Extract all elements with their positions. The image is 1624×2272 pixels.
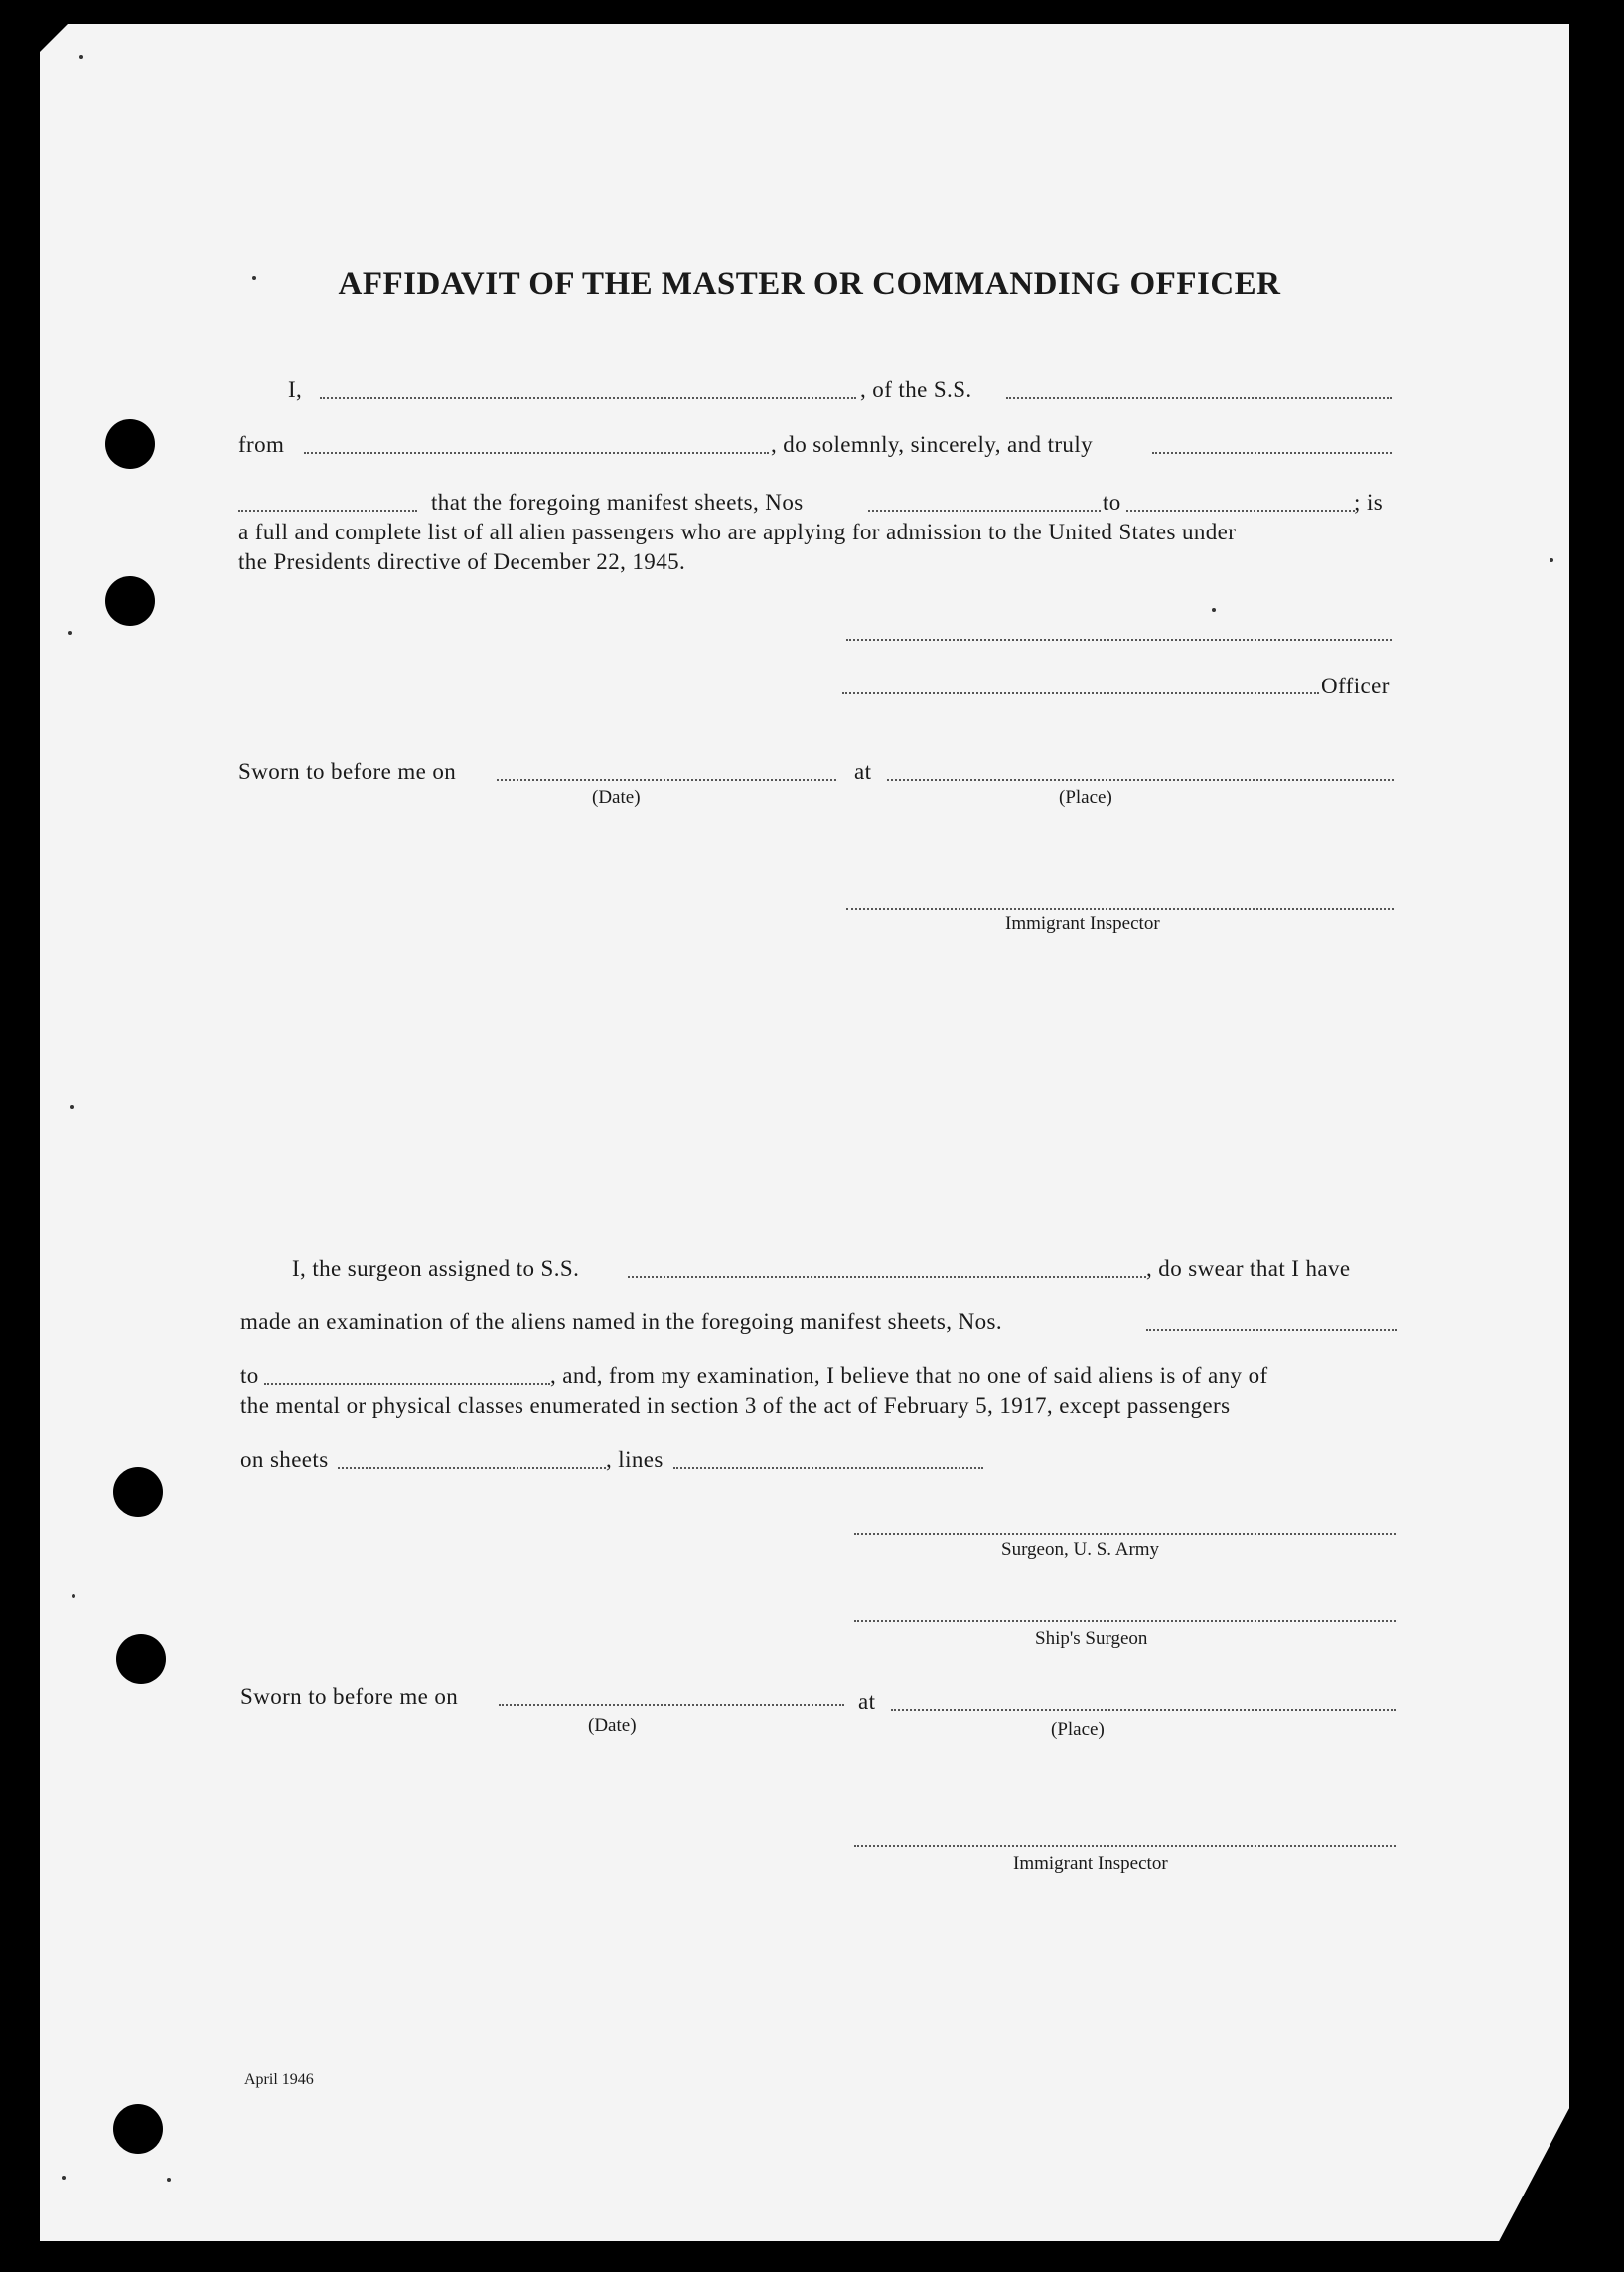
surgeon-place-caption: (Place) <box>1051 1719 1105 1740</box>
surgeon-inspector-caption: Immigrant Inspector <box>1013 1853 1168 1874</box>
master-inspector-caption: Immigrant Inspector <box>1005 913 1160 934</box>
form-revision-date: April 1946 <box>244 2071 314 2088</box>
punch-hole <box>113 2104 163 2154</box>
master-statement-line: a full and complete list of all alien passengers who are applying for admission to the United States under <box>238 520 1237 544</box>
master-swear-field[interactable] <box>238 510 417 512</box>
master-sworn-date-field[interactable] <box>497 779 836 781</box>
master-place-caption: (Place) <box>1059 787 1112 808</box>
master-of-ss-label: , of the S.S. <box>860 378 972 402</box>
scan-speck <box>1212 608 1216 612</box>
master-ship-field[interactable] <box>1006 397 1392 399</box>
surgeon-sheets-to-field[interactable] <box>264 1383 550 1385</box>
scan-speck <box>167 2178 171 2182</box>
surgeon-sheets-from-field[interactable] <box>1146 1329 1397 1331</box>
master-manifest-label: that the foregoing manifest sheets, Nos <box>431 490 804 515</box>
surgeon-on-sheets-label: on sheets <box>240 1447 329 1472</box>
master-solemnly-label: , do solemnly, sincerely, and truly <box>771 432 1094 457</box>
surgeon-sworn-date-field[interactable] <box>499 1704 844 1706</box>
master-signature-field[interactable] <box>846 639 1392 641</box>
master-port-field[interactable] <box>304 452 769 454</box>
surgeon-army-signature-field[interactable] <box>854 1533 1396 1535</box>
master-at-label: at <box>854 759 872 784</box>
surgeon-inspector-signature-field[interactable] <box>854 1845 1396 1847</box>
form-page <box>40 24 1569 2241</box>
scan-speck <box>68 631 72 635</box>
punch-hole <box>113 1467 163 1517</box>
punch-hole <box>105 419 155 469</box>
ships-surgeon-caption: Ship's Surgeon <box>1035 1628 1148 1649</box>
surgeon-sworn-place-field[interactable] <box>891 1709 1396 1711</box>
surgeon-swear-label: , do swear that I have <box>1146 1256 1351 1281</box>
surgeon-except-sheets-field[interactable] <box>338 1467 606 1469</box>
ships-surgeon-signature-field[interactable] <box>854 1620 1396 1622</box>
scan-speck <box>79 55 83 59</box>
surgeon-assigned-label: I, the surgeon assigned to S.S. <box>292 1256 580 1281</box>
form-title: AFFIDAVIT OF THE MASTER OR COMMANDING OFFICER <box>338 266 1281 302</box>
master-to-label: to <box>1103 490 1121 515</box>
surgeon-examination-label: made an examination of the aliens named in the foregoing manifest sheets, Nos. <box>240 1309 1002 1334</box>
master-name-field[interactable] <box>320 397 856 399</box>
surgeon-except-lines-field[interactable] <box>673 1467 983 1469</box>
master-i-label: I, <box>288 378 303 402</box>
surgeon-belief-label: , and, from my examination, I believe that no one of said aliens is of any of <box>550 1363 1268 1388</box>
master-sworn-place-field[interactable] <box>887 779 1394 781</box>
surgeon-sworn-label: Sworn to before me on <box>240 1684 459 1709</box>
scan-speck <box>70 1105 74 1109</box>
scan-speck <box>62 2176 66 2180</box>
master-oath-field[interactable] <box>1152 452 1392 454</box>
master-sheets-to-field[interactable] <box>1126 510 1355 512</box>
scan-speck <box>252 276 256 280</box>
punch-hole <box>116 1634 166 1684</box>
surgeon-to-label: to <box>240 1363 259 1388</box>
surgeon-lines-label: , lines <box>606 1447 664 1472</box>
officer-label: Officer <box>1321 674 1390 698</box>
master-inspector-signature-field[interactable] <box>846 908 1394 910</box>
surgeon-army-caption: Surgeon, U. S. Army <box>1001 1539 1160 1560</box>
master-is-label: ; is <box>1354 490 1384 515</box>
master-sworn-label: Sworn to before me on <box>238 759 457 784</box>
surgeon-date-caption: (Date) <box>588 1715 637 1736</box>
punch-hole <box>105 576 155 626</box>
master-statement-line: the Presidents directive of December 22, 1945. <box>238 549 686 574</box>
surgeon-ship-field[interactable] <box>628 1276 1146 1278</box>
master-date-caption: (Date) <box>592 787 641 808</box>
scan-speck <box>72 1594 75 1598</box>
master-from-label: from <box>238 432 285 457</box>
master-officer-title-field[interactable] <box>842 692 1319 694</box>
surgeon-statement-line: the mental or physical classes enumerated in section 3 of the act of February 5, 1917, except passengers <box>240 1393 1231 1418</box>
surgeon-at-label: at <box>858 1689 876 1714</box>
scan-speck <box>1550 558 1553 562</box>
master-sheets-from-field[interactable] <box>868 510 1101 512</box>
